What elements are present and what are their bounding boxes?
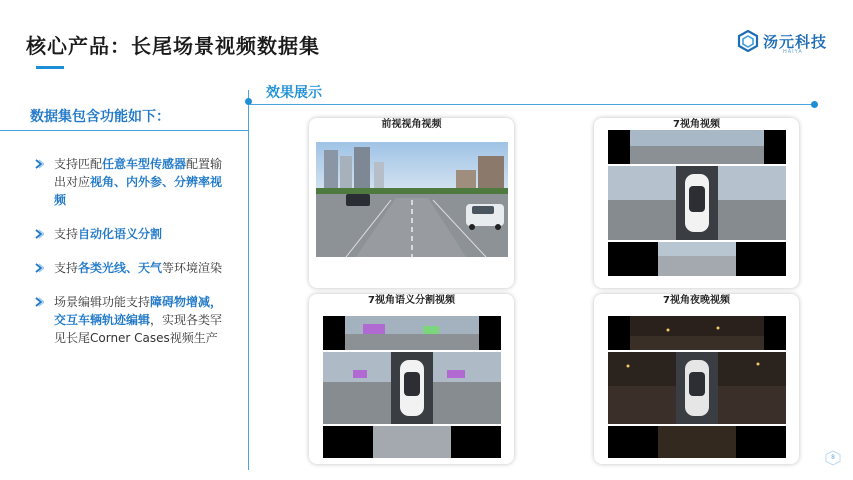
features-heading: 数据集包含功能如下： <box>30 109 170 125</box>
video-frame <box>316 142 508 257</box>
feature-list <box>34 155 232 363</box>
video-card-segmentation <box>309 294 514 464</box>
logo-text: 汤元科技 <box>763 32 828 51</box>
chevron-right-icon <box>34 263 44 273</box>
feature-item: 支持匹配任意车型传感器配置输出对应视角、内外参、分辨率视频 <box>34 155 232 209</box>
chevron-right-icon <box>34 297 44 307</box>
company-logo <box>737 30 827 52</box>
front-view-video[interactable] <box>316 142 508 257</box>
logo-hexagon-icon <box>737 30 759 52</box>
left-divider <box>248 90 249 470</box>
chevron-right-icon <box>34 159 44 169</box>
feature-item: 场景编辑功能支持障碍物增减，交互车辆轨迹编辑，实现各类罕见长尾Corner Cases视频生产 <box>34 293 232 347</box>
page-title: 核心产品：长尾场景视频数据集 <box>26 34 320 58</box>
section-label: 效果展示 <box>266 85 322 101</box>
logo-subtext: HAIYA <box>783 49 803 55</box>
segmentation-video[interactable] <box>323 316 501 458</box>
feature-item: 支持自动化语义分割 <box>34 225 232 243</box>
page-number: 8 <box>825 450 841 466</box>
video-frame <box>323 316 501 458</box>
heading-line <box>0 130 249 131</box>
feature-item: 支持各类光线、天气等环境渲染 <box>34 259 232 277</box>
section-line <box>249 104 815 105</box>
card-title: 7视角夜晚视频 <box>663 295 730 306</box>
card-title: 前视视角视频 <box>381 119 442 130</box>
video-frame <box>608 316 786 458</box>
night-video[interactable] <box>608 316 786 458</box>
section-dot <box>811 101 818 108</box>
card-title: 7视角语义分割视频 <box>368 295 455 306</box>
seven-view-video[interactable] <box>608 130 786 276</box>
video-frame <box>608 130 786 276</box>
card-title: 7视角视频 <box>673 119 720 130</box>
title-underline <box>36 66 64 69</box>
video-card-front <box>309 118 514 288</box>
video-card-7view <box>594 118 799 288</box>
chevron-right-icon <box>34 229 44 239</box>
video-card-night <box>594 294 799 464</box>
